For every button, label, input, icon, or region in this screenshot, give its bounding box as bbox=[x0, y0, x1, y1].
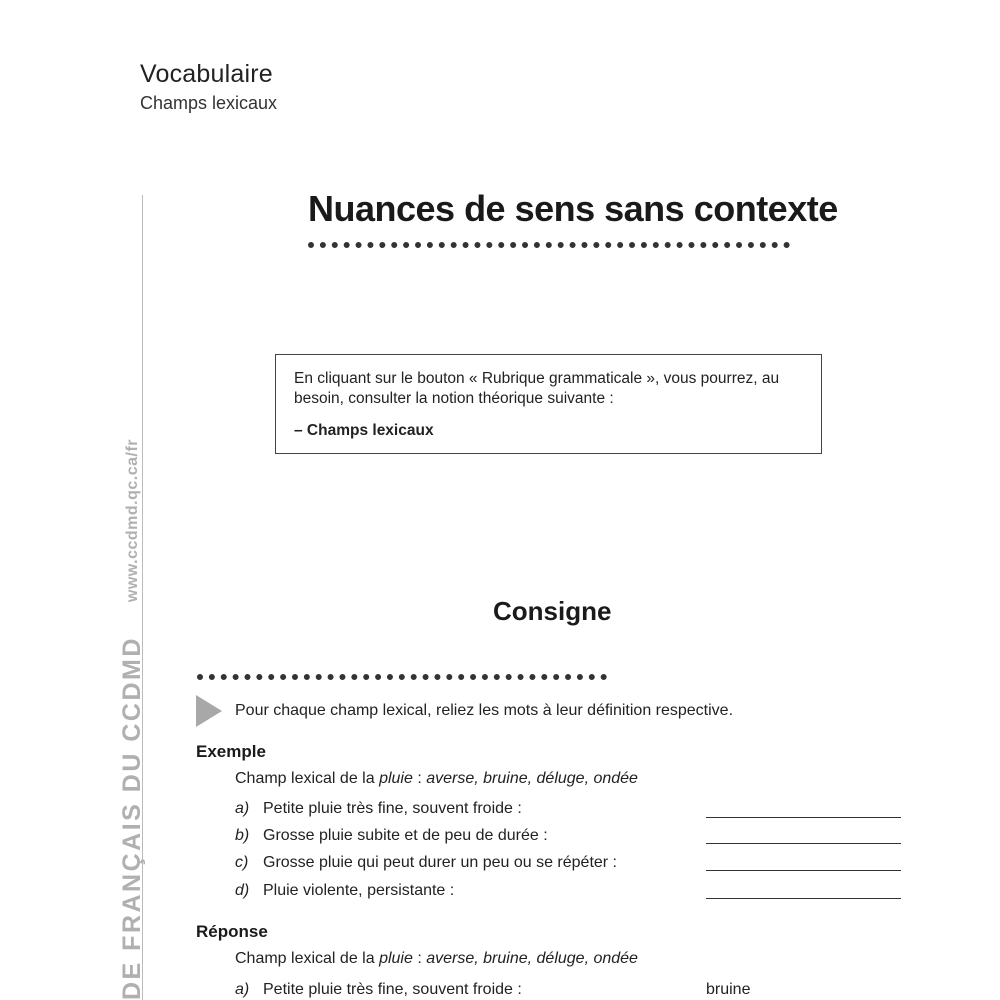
notice-item: – Champs lexicaux bbox=[294, 422, 434, 439]
champ-words: averse, bruine, déluge, ondée bbox=[426, 770, 638, 787]
answer-blank[interactable] bbox=[706, 843, 901, 844]
reponse-item bbox=[235, 981, 522, 999]
sidebar-vertical-text bbox=[118, 439, 147, 1000]
item-text: Pluie violente, persistante : bbox=[263, 882, 455, 899]
answer-value: bruine bbox=[706, 981, 751, 998]
play-arrow-icon bbox=[196, 695, 222, 727]
answer-blank[interactable] bbox=[706, 898, 901, 899]
champ-word: pluie bbox=[379, 950, 413, 967]
exemple-item bbox=[235, 800, 522, 818]
notice-text: En cliquant sur le bouton « Rubrique grammaticale », vous pourrez, au besoin, consulter la notion théorique suivante : bbox=[294, 370, 780, 407]
item-letter: b) bbox=[235, 827, 250, 844]
consigne-dotted-rule bbox=[197, 674, 607, 680]
answer-blank[interactable] bbox=[706, 817, 901, 818]
champ-separator: : bbox=[412, 950, 427, 967]
item-letter: a) bbox=[235, 981, 250, 998]
exemple-item bbox=[235, 827, 548, 845]
reponse-champ bbox=[235, 950, 638, 968]
title-dotted-rule bbox=[308, 242, 790, 248]
sidebar-url[interactable]: www.ccdmd.qc.ca/fr bbox=[124, 438, 141, 603]
consigne-heading: Consigne bbox=[493, 596, 612, 626]
item-text: Petite pluie très fine, souvent froide : bbox=[263, 981, 522, 998]
reponse-label: Réponse bbox=[196, 922, 268, 941]
exemple-label: Exemple bbox=[196, 742, 266, 761]
champ-prefix: Champ lexical de la bbox=[235, 770, 380, 787]
item-text: Grosse pluie subite et de peu de durée : bbox=[263, 827, 548, 844]
header-subtitle: Champs lexicaux bbox=[140, 93, 278, 113]
exemple-item bbox=[235, 882, 454, 900]
notice-box bbox=[275, 354, 822, 454]
header-title: Vocabulaire bbox=[140, 60, 273, 88]
item-letter: c) bbox=[235, 854, 249, 871]
item-letter: d) bbox=[235, 882, 250, 899]
item-text: Petite pluie très fine, souvent froide : bbox=[263, 800, 522, 817]
item-letter: a) bbox=[235, 800, 250, 817]
exemple-item bbox=[235, 854, 617, 872]
page-title: Nuances de sens sans contexte bbox=[308, 188, 838, 229]
item-text: Grosse pluie qui peut durer un peu ou se répéter : bbox=[263, 854, 617, 871]
champ-separator: : bbox=[412, 770, 427, 787]
champ-word: pluie bbox=[379, 770, 413, 787]
champ-prefix: Champ lexical de la bbox=[235, 950, 380, 967]
exemple-champ bbox=[235, 770, 638, 788]
sidebar-publisher: DE FRANÇAIS DU CCDMD bbox=[118, 636, 146, 1000]
instruction-text: Pour chaque champ lexical, reliez les mots à leur définition respective. bbox=[235, 702, 734, 719]
champ-words: averse, bruine, déluge, ondée bbox=[426, 950, 638, 967]
answer-blank[interactable] bbox=[706, 870, 901, 871]
